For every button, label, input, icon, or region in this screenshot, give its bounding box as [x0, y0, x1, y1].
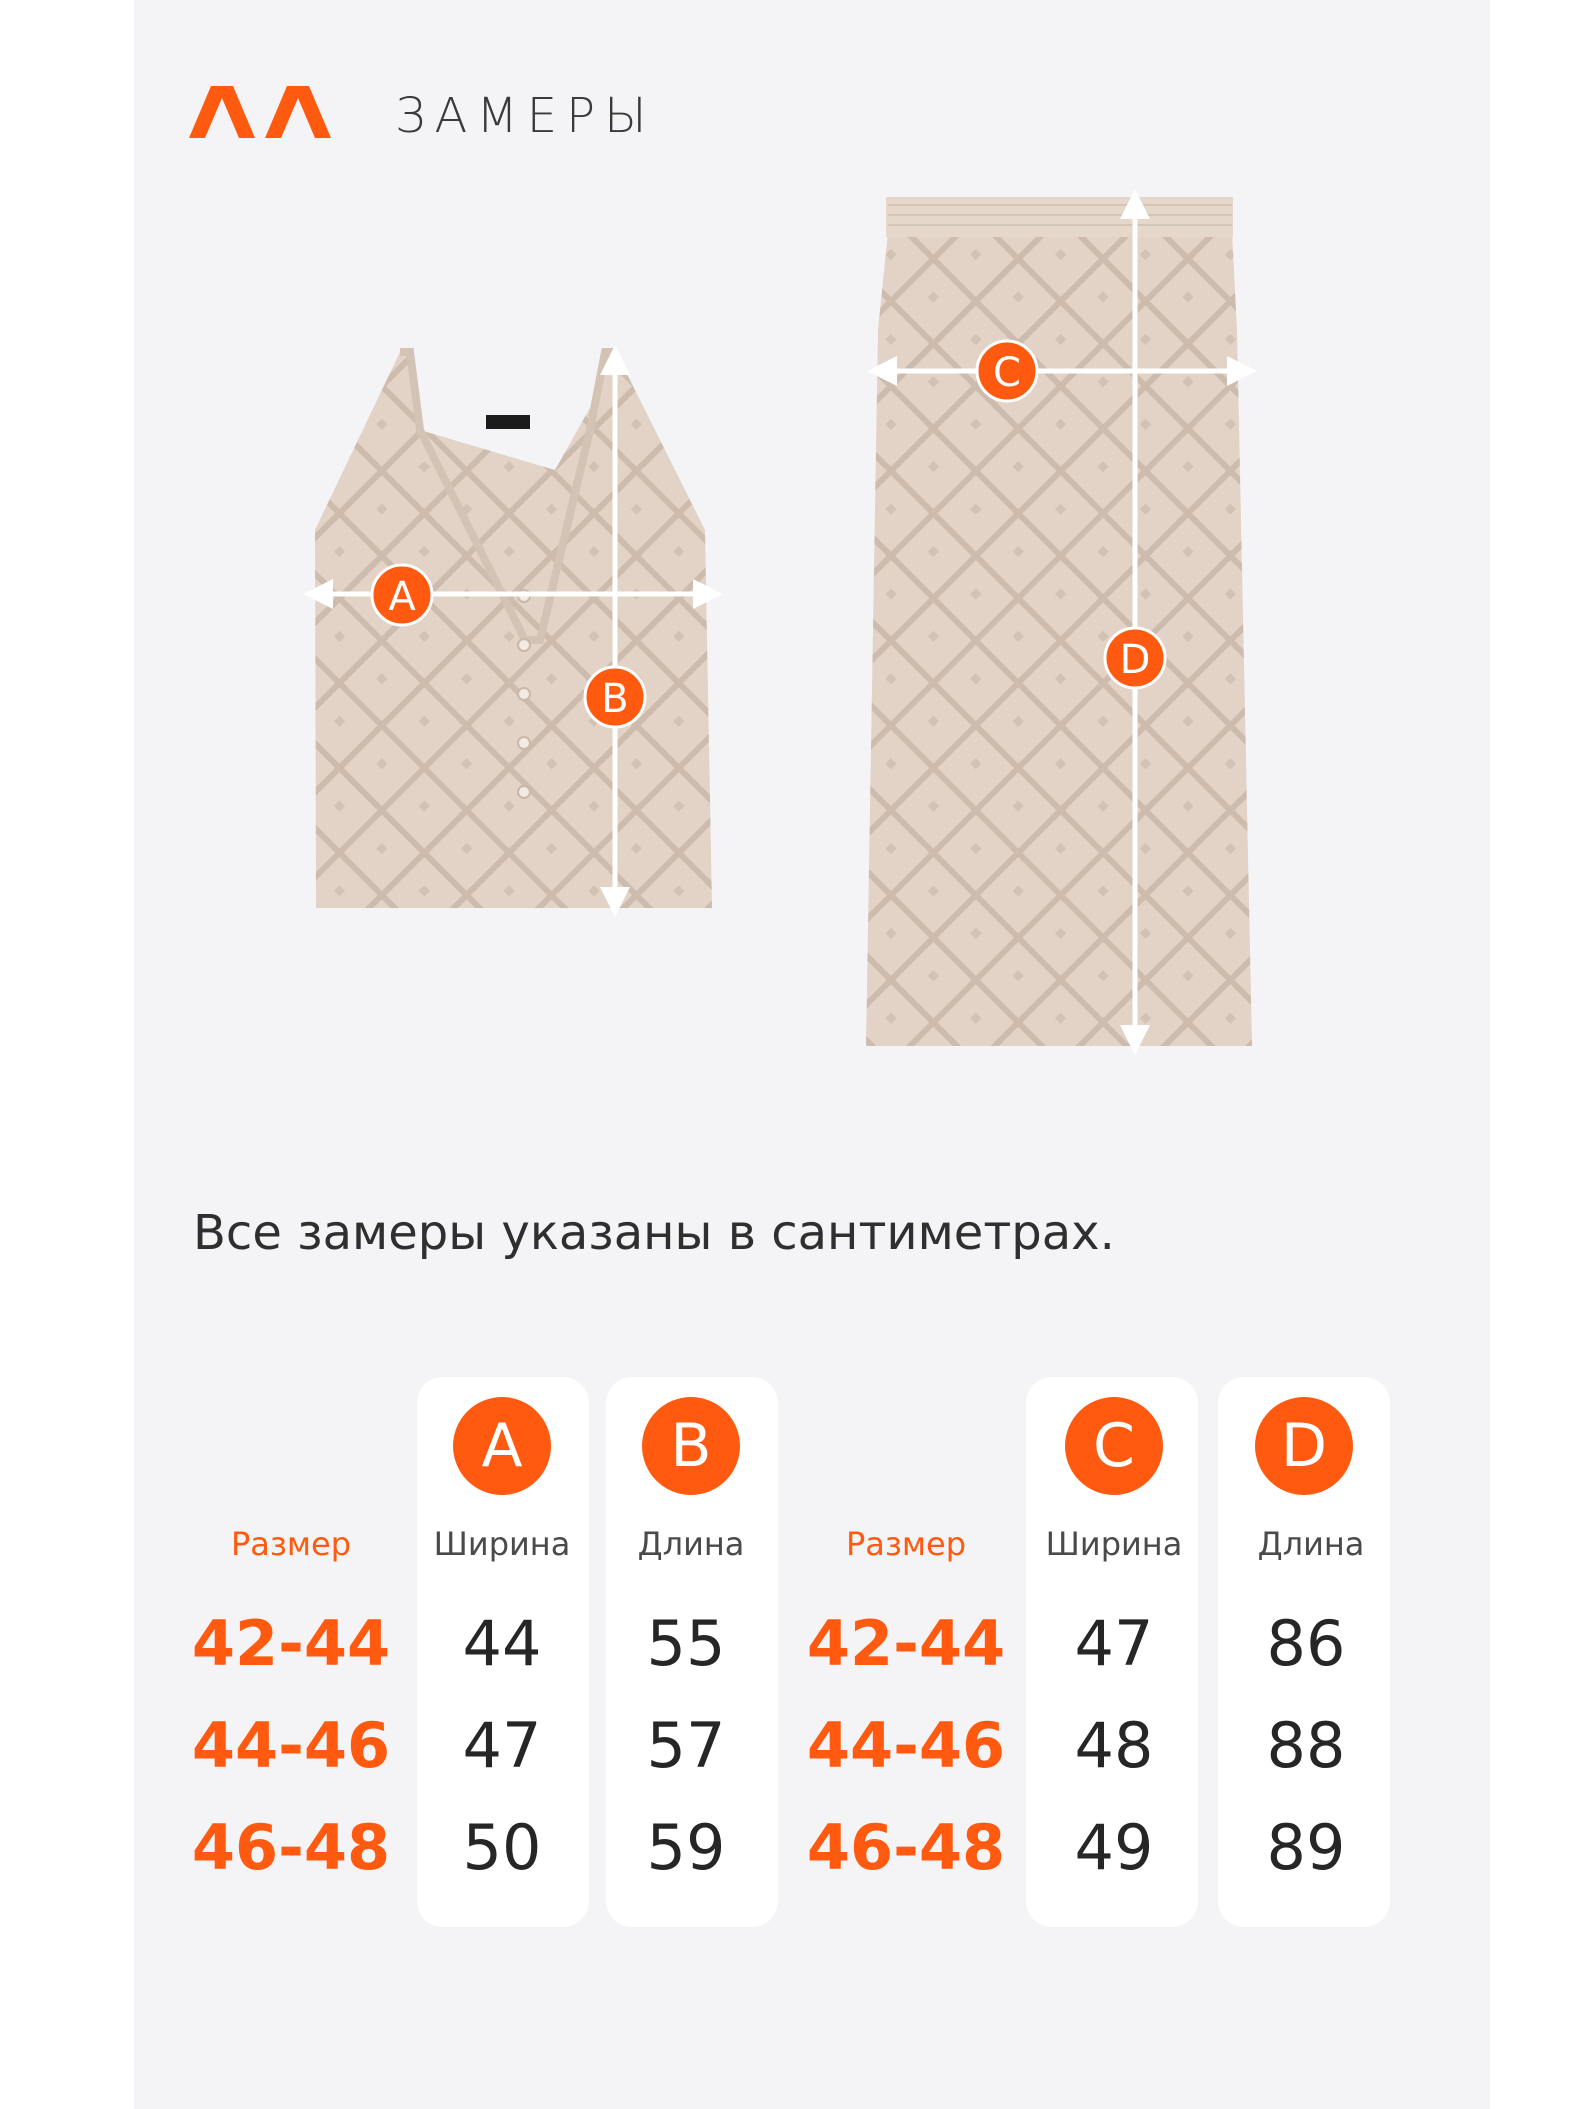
marker-b-label: B	[601, 676, 629, 722]
marker-c-badge	[977, 341, 1037, 401]
column-badge-b: B	[642, 1397, 740, 1495]
skirt-garment	[866, 197, 1252, 1046]
width-value: 47	[462, 1709, 542, 1782]
column-header-width: Ширина	[433, 1525, 571, 1563]
width-value: 44	[462, 1607, 542, 1680]
column-badge-d: D	[1255, 1397, 1353, 1495]
column-badge-c: C	[1065, 1397, 1163, 1495]
marker-d-badge	[1105, 628, 1165, 688]
marker-b-badge	[585, 667, 645, 727]
marker-a-label: A	[388, 574, 416, 620]
column-header-length: Длина	[1257, 1525, 1365, 1563]
length-value: 89	[1266, 1811, 1346, 1884]
size-header: Размер	[845, 1525, 967, 1563]
units-note: Все замеры указаны в сантиметрах.	[193, 1205, 1115, 1261]
length-value: 57	[646, 1709, 726, 1782]
length-value: 59	[646, 1811, 726, 1884]
width-value: 48	[1074, 1709, 1154, 1782]
top-garment	[315, 352, 712, 908]
length-value: 86	[1266, 1607, 1346, 1680]
size-value: 46-48	[191, 1811, 391, 1884]
size-header: Размер	[230, 1525, 352, 1563]
marker-a-badge	[372, 565, 432, 625]
size-value: 46-48	[806, 1811, 1006, 1884]
column-header-length: Длина	[637, 1525, 745, 1563]
marker-d-label: D	[1119, 637, 1151, 683]
size-value: 42-44	[191, 1607, 391, 1680]
size-value: 44-46	[806, 1709, 1006, 1782]
length-value: 88	[1266, 1709, 1346, 1782]
marker-c-label: C	[993, 350, 1021, 396]
column-badge-a: A	[453, 1397, 551, 1495]
size-value: 44-46	[191, 1709, 391, 1782]
length-value: 55	[646, 1607, 726, 1680]
width-value: 47	[1074, 1607, 1154, 1680]
size-value: 42-44	[806, 1607, 1006, 1680]
column-header-width: Ширина	[1045, 1525, 1183, 1563]
width-value: 49	[1074, 1811, 1154, 1884]
width-value: 50	[462, 1811, 542, 1884]
page-title: ЗАМЕРЫ	[395, 88, 656, 144]
